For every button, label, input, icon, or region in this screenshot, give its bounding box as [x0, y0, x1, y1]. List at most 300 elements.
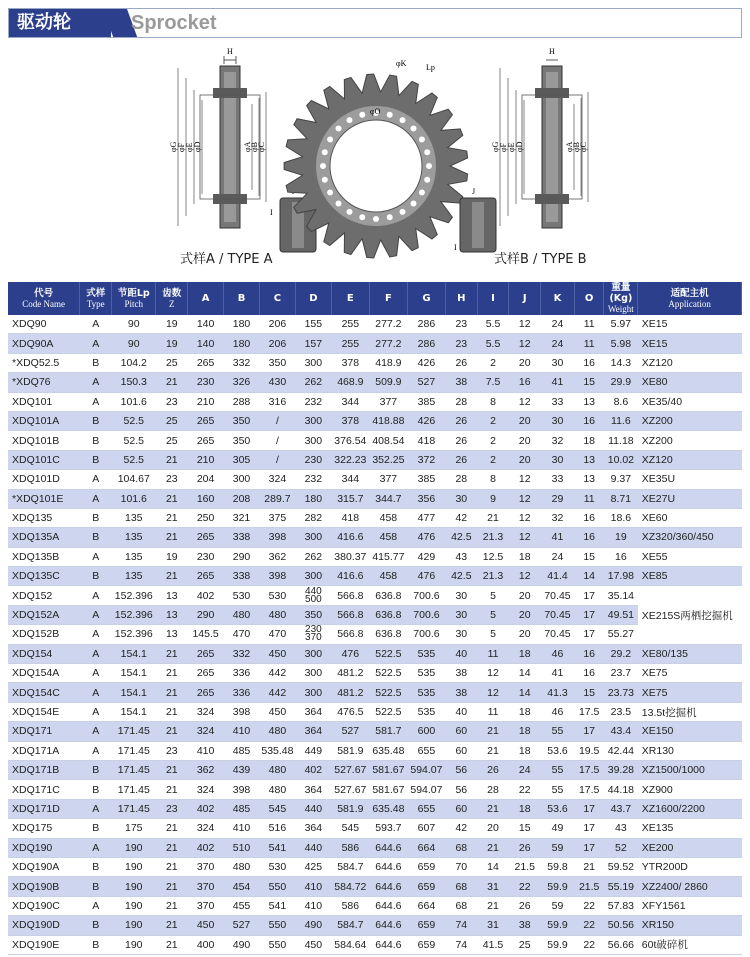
table-cell: 17: [574, 838, 604, 857]
table-cell: 204: [188, 470, 224, 489]
table-cell: 277.2: [369, 334, 407, 353]
table-cell: 255: [331, 334, 369, 353]
table-cell: 288: [224, 392, 260, 411]
table-cell: 20: [509, 353, 541, 372]
table-cell: 527.67: [331, 780, 369, 799]
type-a-label: 式样A / TYPE A: [180, 252, 273, 267]
table-row: [8, 547, 742, 566]
table-cell: 175: [112, 819, 156, 838]
table-cell: 12: [509, 334, 541, 353]
table-cell: 11: [574, 489, 604, 508]
table-cell: 52: [604, 838, 638, 857]
table-cell: 74: [445, 916, 477, 935]
table-row: [8, 702, 742, 721]
table-cell: 350: [259, 353, 295, 372]
table-cell: 336: [224, 664, 260, 683]
table-cell: 490: [224, 935, 260, 954]
table-cell: 152.396: [112, 586, 156, 605]
table-cell: A: [80, 470, 112, 489]
table-cell: 581.7: [369, 722, 407, 741]
code-name-cell: XDQ101: [8, 392, 80, 411]
table-cell: 370: [188, 896, 224, 915]
table-cell: 594.07: [407, 760, 445, 779]
table-cell: 402: [188, 799, 224, 818]
table-cell: 140: [188, 315, 224, 334]
table-cell: 70.45: [541, 586, 575, 605]
table-cell: 350: [295, 605, 331, 624]
table-cell: 5.5: [477, 315, 509, 334]
table-cell: 516: [259, 819, 295, 838]
table-row: [8, 741, 742, 760]
table-cell: 664: [407, 896, 445, 915]
table-cell: 17.98: [604, 567, 638, 586]
column-header-en: K: [553, 293, 562, 304]
table-cell: 300: [295, 644, 331, 663]
table-cell: 545: [259, 799, 295, 818]
table-cell: 10.02: [604, 450, 638, 469]
application-cell: YTR200D: [638, 857, 742, 876]
column-header-en: Application: [668, 298, 711, 309]
code-name-cell: XDQ154C: [8, 683, 80, 702]
application-cell: XR130: [638, 741, 742, 760]
table-cell: 442: [259, 664, 295, 683]
table-row: [8, 605, 742, 624]
column-header-en: H: [457, 293, 466, 304]
column-header: [112, 282, 156, 315]
table-cell: 70.45: [541, 625, 575, 644]
type-b-section: [491, 47, 588, 228]
table-cell: A: [80, 625, 112, 644]
table-cell: B: [80, 780, 112, 799]
table-cell: 157: [295, 334, 331, 353]
column-header: [407, 282, 445, 315]
table-cell: A: [80, 605, 112, 624]
table-cell: 480: [259, 780, 295, 799]
table-cell: B: [80, 353, 112, 372]
table-body: [8, 315, 742, 954]
table-cell: B: [80, 431, 112, 450]
table-cell: 28: [477, 780, 509, 799]
application-cell: XZ120: [638, 353, 742, 372]
table-cell: 206: [259, 315, 295, 334]
column-header-en: Pitch: [124, 298, 143, 309]
table-cell: 12.5: [477, 547, 509, 566]
table-cell: 635.48: [369, 799, 407, 818]
application-cell: XE200: [638, 838, 742, 857]
table-cell: 700.6: [407, 625, 445, 644]
table-row: [8, 780, 742, 799]
bolt-hole: [387, 112, 393, 118]
code-name-cell: XDQ175: [8, 819, 80, 838]
table-cell: 16: [574, 664, 604, 683]
table-cell: 300: [295, 431, 331, 450]
table-cell: 535: [407, 664, 445, 683]
table-row: [8, 857, 742, 876]
table-cell: 9: [477, 489, 509, 508]
table-cell: 300: [295, 683, 331, 702]
table-cell: 655: [407, 799, 445, 818]
table-cell: 425: [295, 857, 331, 876]
table-cell: 480: [224, 605, 260, 624]
column-header: [156, 282, 188, 315]
table-cell: 324: [188, 722, 224, 741]
table-cell: 32: [541, 508, 575, 527]
table-cell: 171.45: [112, 799, 156, 818]
table-row: [8, 877, 742, 896]
table-cell: 480: [224, 857, 260, 876]
table-cell: 586: [331, 896, 369, 915]
table-cell: 550: [259, 916, 295, 935]
table-cell: B: [80, 760, 112, 779]
table-cell: 535: [407, 644, 445, 663]
table-cell: 362: [259, 547, 295, 566]
table-cell: 450: [259, 644, 295, 663]
table-cell: 210: [188, 450, 224, 469]
table-cell: 362: [188, 760, 224, 779]
table-cell: 68: [445, 896, 477, 915]
table-cell: 7.5: [477, 373, 509, 392]
table-cell: 46: [541, 702, 575, 721]
table-cell: 644.6: [369, 935, 407, 954]
code-name-cell: XDQ135A: [8, 528, 80, 547]
svg-text:φA: φA: [565, 141, 574, 152]
table-cell: 332: [224, 644, 260, 663]
table-cell: 21: [156, 508, 188, 527]
column-header-cn: 适配主机: [670, 287, 709, 299]
table-cell: 14: [509, 683, 541, 702]
table-row: [8, 528, 742, 547]
table-cell: 659: [407, 916, 445, 935]
table-cell: 2: [477, 353, 509, 372]
table-cell: 30: [541, 411, 575, 430]
table-cell: B: [80, 857, 112, 876]
table-cell: 41.3: [541, 683, 575, 702]
table-cell: 300: [295, 528, 331, 547]
table-cell: 17.5: [574, 702, 604, 721]
application-cell: XZ1500/1000: [638, 760, 742, 779]
table-cell: 24: [541, 315, 575, 334]
application-cell: XZ2400/ 2860: [638, 877, 742, 896]
type-b-label: 式样B / TYPE B: [494, 252, 587, 267]
sprocket-diagram: [0, 40, 750, 276]
table-header-row: [8, 282, 742, 315]
table-cell: 171.45: [112, 741, 156, 760]
table-cell: 70.45: [541, 605, 575, 624]
table-cell: 180: [224, 315, 260, 334]
table-cell: 476.5: [331, 702, 369, 721]
table-cell: 60: [445, 722, 477, 741]
table-cell: 52.5: [112, 450, 156, 469]
table-cell: 455: [224, 896, 260, 915]
table-cell: 14.3: [604, 353, 638, 372]
bolt-hole: [336, 201, 342, 207]
table-cell: 135: [112, 547, 156, 566]
table-cell: 49: [541, 819, 575, 838]
table-cell: 324: [188, 702, 224, 721]
table-cell: 440: [295, 838, 331, 857]
table-cell: 52.5: [112, 411, 156, 430]
table-cell: 38: [445, 683, 477, 702]
application-cell: XE75: [638, 664, 742, 683]
table-cell: 22: [574, 935, 604, 954]
table-cell: B: [80, 877, 112, 896]
table-cell: 350: [224, 431, 260, 450]
table-cell: 53.6: [541, 741, 575, 760]
table-cell: 18: [509, 741, 541, 760]
table-cell: 289.7: [259, 489, 295, 508]
table-cell: 485: [224, 799, 260, 818]
table-cell: 535: [407, 702, 445, 721]
table-cell: 527: [407, 373, 445, 392]
application-cell: XE75: [638, 683, 742, 702]
table-cell: 90: [112, 315, 156, 334]
table-cell: 659: [407, 877, 445, 896]
application-cell: XE35U: [638, 470, 742, 489]
table-cell: 378: [331, 411, 369, 430]
table-cell: A: [80, 334, 112, 353]
table-cell: 372: [407, 450, 445, 469]
column-header-en: Code Name: [22, 298, 66, 309]
table-cell: 255: [331, 315, 369, 334]
table-cell: 13: [574, 392, 604, 411]
table-row: [8, 508, 742, 527]
table-cell: 42.44: [604, 741, 638, 760]
table-cell: 290: [188, 605, 224, 624]
column-header-en: I: [491, 293, 495, 304]
column-header-cn: 重量(Kg): [609, 282, 633, 304]
table-cell: 636.8: [369, 625, 407, 644]
table-cell: A: [80, 741, 112, 760]
table-cell: 18.6: [604, 508, 638, 527]
table-cell: 33: [541, 470, 575, 489]
table-cell: 23.73: [604, 683, 638, 702]
table-cell: 22: [509, 780, 541, 799]
application-cell: XZ120: [638, 450, 742, 469]
table-cell: 171.45: [112, 722, 156, 741]
table-row: [8, 315, 742, 334]
table-cell: 17: [574, 586, 604, 605]
table-cell: 18: [509, 702, 541, 721]
table-cell: 22: [574, 896, 604, 915]
application-cell: 60t破碎机: [638, 935, 742, 954]
table-cell: B: [80, 528, 112, 547]
table-cell: 21: [477, 508, 509, 527]
table-cell: 17: [574, 722, 604, 741]
table-cell: 350: [224, 411, 260, 430]
table-cell: 12: [509, 470, 541, 489]
table-cell: 190: [112, 857, 156, 876]
table-cell: 41: [541, 373, 575, 392]
svg-text:φE: φE: [507, 142, 516, 152]
table-cell: 378: [331, 353, 369, 372]
column-header-en: Type: [86, 298, 105, 309]
table-cell: 25: [156, 353, 188, 372]
table-cell: 101.6: [112, 489, 156, 508]
table-cell: 364: [295, 722, 331, 741]
table-cell: 2: [477, 411, 509, 430]
table-cell: 439: [224, 760, 260, 779]
sprocket-spec-table: [8, 282, 742, 955]
column-header: [80, 282, 112, 315]
table-cell: 410: [295, 877, 331, 896]
table-cell: 230: [188, 547, 224, 566]
table-cell: 12: [509, 508, 541, 527]
table-cell: A: [80, 722, 112, 741]
table-cell: 332: [224, 353, 260, 372]
svg-text:φF: φF: [499, 142, 508, 152]
code-name-cell: XDQ190: [8, 838, 80, 857]
table-cell: 364: [295, 702, 331, 721]
application-cell: XE80: [638, 373, 742, 392]
table-cell: 23: [445, 315, 477, 334]
table-cell: 16: [509, 373, 541, 392]
table-row: [8, 896, 742, 915]
table-cell: 59.8: [541, 857, 575, 876]
table-cell: 21: [156, 683, 188, 702]
table-cell: /: [259, 411, 295, 430]
table-cell: 26: [477, 760, 509, 779]
table-cell: 659: [407, 857, 445, 876]
dim-label-lp: Lp: [426, 63, 435, 72]
table-cell: 530: [224, 586, 260, 605]
table-cell: B: [80, 450, 112, 469]
table-cell: 454: [224, 877, 260, 896]
table-cell: 57.83: [604, 896, 638, 915]
table-cell: 145.5: [188, 625, 224, 644]
dim-label-b: φB: [250, 142, 259, 152]
table-row: [8, 373, 742, 392]
sprocket-face: [284, 74, 468, 258]
table-cell: 22: [574, 916, 604, 935]
table-cell: 338: [224, 567, 260, 586]
table-cell: 19: [156, 334, 188, 353]
table-cell: 522.5: [369, 644, 407, 663]
table-cell: 150.3: [112, 373, 156, 392]
code-name-cell: *XDQ76: [8, 373, 80, 392]
table-cell: 370: [188, 877, 224, 896]
table-cell: 42: [445, 508, 477, 527]
table-cell: 336: [224, 683, 260, 702]
table-cell: 180: [295, 489, 331, 508]
table-cell: 59.52: [604, 857, 638, 876]
table-cell: 17.5: [574, 760, 604, 779]
table-row: [8, 916, 742, 935]
table-cell: A: [80, 799, 112, 818]
table-cell: 60: [445, 799, 477, 818]
table-cell: 5: [477, 625, 509, 644]
table-cell: 21: [574, 857, 604, 876]
table-cell: 550: [259, 935, 295, 954]
column-header: [259, 282, 295, 315]
table-row: [8, 644, 742, 663]
table-cell: 9.37: [604, 470, 638, 489]
table-cell: A: [80, 547, 112, 566]
table-cell: 581.9: [331, 799, 369, 818]
table-cell: 21: [156, 664, 188, 683]
table-cell: 55: [541, 760, 575, 779]
table-cell: 230: [188, 373, 224, 392]
table-cell: 21: [156, 819, 188, 838]
code-name-cell: XDQ101D: [8, 470, 80, 489]
table-cell: 410: [295, 896, 331, 915]
table-cell: 23: [445, 334, 477, 353]
table-cell: 415.77: [369, 547, 407, 566]
table-cell: 38: [509, 916, 541, 935]
table-cell: A: [80, 838, 112, 857]
table-cell: 265: [188, 644, 224, 663]
table-cell: 29: [541, 489, 575, 508]
table-cell: 385: [407, 470, 445, 489]
application-cell: XE55: [638, 547, 742, 566]
table-cell: 430: [259, 373, 295, 392]
table-cell: 385: [407, 392, 445, 411]
table-cell: 17: [574, 799, 604, 818]
table-cell: 30: [445, 605, 477, 624]
table-cell: 26: [509, 838, 541, 857]
bolt-hole: [419, 190, 425, 196]
application-cell: XE135: [638, 819, 742, 838]
table-cell: 21: [156, 702, 188, 721]
table-cell: A: [80, 373, 112, 392]
dim-label-h: H: [227, 47, 233, 56]
table-cell: 400: [188, 935, 224, 954]
table-cell: 581.67: [369, 760, 407, 779]
code-name-cell: XDQ90: [8, 315, 80, 334]
table-cell: 43: [445, 547, 477, 566]
table-cell: 522.5: [369, 664, 407, 683]
table-cell: 154.1: [112, 644, 156, 663]
column-header: [295, 282, 331, 315]
table-cell: 154.1: [112, 702, 156, 721]
table-cell: 190: [112, 896, 156, 915]
table-cell: 282: [295, 508, 331, 527]
table-cell: 12: [509, 489, 541, 508]
table-cell: 59.9: [541, 935, 575, 954]
table-cell: 418: [407, 431, 445, 450]
column-header: [638, 282, 742, 315]
dim-label-k: φK: [396, 59, 407, 68]
table-cell: 485: [224, 741, 260, 760]
table-cell: 458: [369, 528, 407, 547]
table-cell: 11.6: [604, 411, 638, 430]
table-cell: 59.9: [541, 916, 575, 935]
table-cell: 20: [509, 450, 541, 469]
table-cell: 402: [188, 586, 224, 605]
table-cell: 375: [259, 508, 295, 527]
table-cell: 300: [224, 470, 260, 489]
bolt-hole: [387, 214, 393, 220]
column-header-en: Weight: [607, 304, 634, 314]
column-header-cn: 式样: [86, 287, 106, 299]
table-cell: 154.1: [112, 683, 156, 702]
table-cell: 20: [509, 431, 541, 450]
table-cell: B: [80, 916, 112, 935]
table-cell: 24: [509, 760, 541, 779]
table-cell: 644.6: [369, 838, 407, 857]
table-cell: 17: [574, 819, 604, 838]
application-cell: XE27U: [638, 489, 742, 508]
table-cell: 344.7: [369, 489, 407, 508]
column-header-en: O: [584, 293, 594, 304]
bolt-hole: [400, 209, 406, 215]
table-cell: 5.97: [604, 315, 638, 334]
table-cell: 25: [156, 411, 188, 430]
column-header-en: E: [346, 293, 354, 304]
table-cell: 644.6: [369, 896, 407, 915]
table-cell: 426: [407, 353, 445, 372]
table-cell: 5: [477, 586, 509, 605]
table-cell: 527.67: [331, 760, 369, 779]
